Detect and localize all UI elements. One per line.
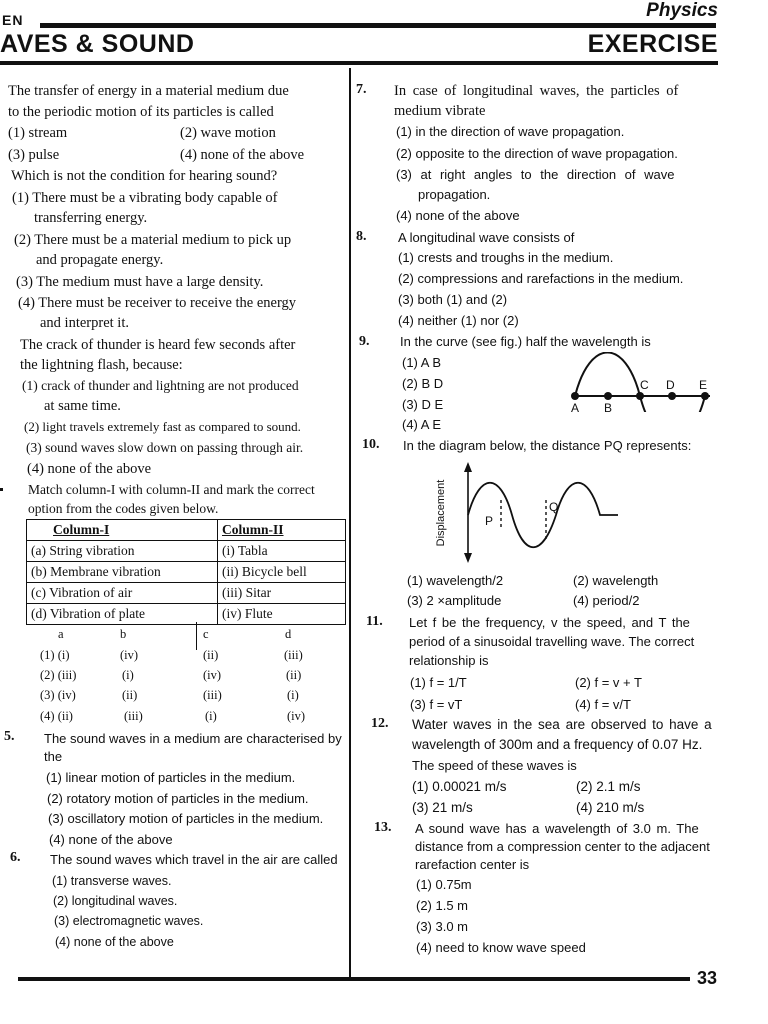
q4-bullet: [0, 488, 3, 491]
q6-number: 6.: [10, 850, 21, 865]
q13-text-line3: rarefaction center is: [415, 857, 530, 872]
header-rule-top: [40, 23, 716, 28]
table-row: [27, 562, 346, 583]
q10-number: 10.: [362, 437, 380, 452]
code-cell: (iv): [287, 709, 306, 723]
code-cell: (iv): [120, 648, 139, 662]
q11-text-line3: relationship is: [409, 653, 489, 668]
q11-option-1: (1) f = 1/T: [410, 675, 467, 690]
q1-option-2: (2) wave motion: [180, 125, 276, 141]
code-cell: (i): [287, 688, 299, 702]
code-cell: (4) (ii): [40, 709, 73, 723]
code-header-b: b: [120, 627, 127, 641]
point-b: [604, 392, 612, 400]
q12-text-line3: The speed of these waves is: [412, 758, 577, 773]
q1-option-1: (1) stream: [8, 125, 68, 141]
q11-option-2: (2) f = v + T: [575, 675, 642, 690]
section-title: EXERCISE: [587, 30, 718, 58]
code-cell: (i): [205, 709, 217, 723]
q13-text-line1: A sound wave has a wavelength of 3.0 m. The: [415, 821, 699, 836]
q7-option-4: (4) none of the above: [396, 208, 520, 223]
q8-text: A longitudinal wave consists of: [398, 230, 575, 245]
q9-option-2: (2) B D: [402, 376, 444, 391]
q8-option-3: (3) both (1) and (2): [398, 292, 508, 307]
q7-text-line2: medium vibrate: [394, 103, 486, 119]
axis-arrow-down: [464, 553, 472, 563]
code-cell: (iii): [124, 709, 143, 723]
q12-option-3: (3) 21 m/s: [412, 800, 473, 815]
q12-option-4: (4) 210 m/s: [576, 800, 645, 815]
q10-wave-figure: [448, 460, 648, 570]
q2-option-4-line1: (4) There must be receiver to receive the energy: [18, 295, 297, 311]
code-header-a: a: [58, 627, 64, 641]
q3-option-4: (4) none of the above: [27, 461, 152, 477]
q7-option-3-line1: (3) at right angles to the direction of wave: [396, 167, 675, 182]
q1-text-line2: to the periodic motion of its particles is called: [8, 104, 274, 120]
q13-number: 13.: [374, 820, 392, 835]
label-a: A: [571, 401, 580, 415]
q6-option-3: (3) electromagnetic waves.: [54, 914, 204, 928]
q12-text-line2: wavelength of 300m and a frequency of 0.07 Hz.: [412, 737, 703, 752]
column-2-header: Column-II: [218, 520, 346, 541]
q13-option-4: (4) need to know wave speed: [416, 940, 586, 955]
table-row: [27, 583, 346, 604]
q13-option-3: (3) 3.0 m: [416, 919, 469, 934]
code-cell: (3) (iv): [40, 688, 76, 702]
q11-number: 11.: [366, 614, 383, 629]
q7-option-1: (1) in the direction of wave propagation.: [396, 124, 625, 139]
q11-text-line2: period of a sinusoidal travelling wave. The correct: [409, 634, 695, 649]
q2-option-4-line2: and interpret it.: [40, 315, 129, 331]
code-cell: (ii): [203, 648, 219, 662]
q9-wave-figure: [560, 352, 760, 412]
table-divider-extension: [196, 622, 197, 650]
q5-option-3: (3) oscillatory motion of particles in the medium.: [48, 811, 324, 826]
table-row: [27, 541, 346, 562]
subject-title: Physics: [646, 0, 718, 21]
q3-option-3: (3) sound waves slow down on passing through air.: [26, 440, 304, 455]
q7-option-2: (2) opposite to the direction of wave propagation.: [396, 146, 678, 161]
q3-option-1-line1: (1) crack of thunder and lightning are not produced: [22, 378, 299, 393]
q10-option-4: (4) period/2: [573, 593, 640, 608]
q5-option-2: (2) rotatory motion of particles in the medium.: [47, 791, 309, 806]
q1-text-line1: The transfer of energy in a material medium due: [8, 83, 289, 99]
code-cell: (1) (i): [40, 648, 70, 662]
q9-option-3: (3) D E: [402, 397, 444, 412]
axis-label-text: Displacement: [435, 479, 447, 547]
q2-option-2-line1: (2) There must be a material medium to pick up: [14, 232, 292, 248]
footer-rule: [18, 977, 690, 981]
q11-option-4: (4) f = v/T: [575, 697, 631, 712]
q7-text-line1: In case of longitudinal waves, the particles of: [394, 83, 679, 99]
q6-text: The sound waves which travel in the air are called: [50, 852, 338, 867]
point-e: [701, 392, 709, 400]
q12-option-1: (1) 0.00021 m/s: [412, 779, 507, 794]
q2-text: Which is not the condition for hearing sound?: [11, 168, 278, 184]
q6-option-1: (1) transverse waves.: [52, 874, 172, 888]
code-cell: (ii): [122, 688, 138, 702]
q4-text-line1: Match column-I with column-II and mark the correct: [28, 482, 315, 497]
column-1-header: Column-I: [27, 520, 218, 541]
q8-option-2: (2) compressions and rarefactions in the medium.: [398, 271, 684, 286]
label-b: B: [604, 401, 613, 415]
column-2-cell: (iv) Flute: [218, 604, 346, 625]
q10-option-3: (3) 2 ×amplitude: [407, 593, 502, 608]
code-header-d: d: [285, 627, 292, 641]
q10-option-1: (1) wavelength/2: [407, 573, 504, 588]
column-2-cell: (ii) Bicycle bell: [218, 562, 346, 583]
q10-text: In the diagram below, the distance PQ represents:: [403, 438, 692, 453]
code-cell: (iii): [284, 648, 303, 662]
q7-number: 7.: [356, 82, 367, 97]
point-a: [571, 392, 579, 400]
q13-option-1: (1) 0.75m: [416, 877, 472, 892]
q1-option-3: (3) pulse: [8, 147, 60, 163]
code-cell: (ii): [286, 668, 302, 682]
q11-text-line1: Let f be the frequency, v the speed, and T the: [409, 615, 690, 630]
q10-option-2: (2) wavelength: [573, 573, 659, 588]
axis-arrow-up: [464, 462, 472, 472]
q5-text-line1: The sound waves in a medium are characterised by: [44, 731, 342, 746]
q8-option-4: (4) neither (1) nor (2): [398, 313, 519, 328]
q9-text: In the curve (see fig.) half the wavelength is: [400, 334, 651, 349]
q2-option-1-line2: transferring energy.: [34, 210, 148, 226]
q6-option-2: (2) longitudinal waves.: [53, 894, 178, 908]
q7-option-3-line2: propagation.: [418, 187, 491, 202]
q1-option-4: (4) none of the above: [180, 147, 305, 163]
code-cell: (iv): [203, 668, 222, 682]
q9-option-1: (1) A B: [402, 355, 442, 370]
label-e: E: [699, 378, 708, 392]
q12-option-2: (2) 2.1 m/s: [576, 779, 641, 794]
column-1-cell: (c) Vibration of air: [27, 583, 218, 604]
q3-option-2: (2) light travels extremely fast as compared to sound.: [24, 419, 301, 434]
code-cell: (iii): [203, 688, 222, 702]
match-table: [26, 519, 346, 625]
header-rule-bottom: [0, 61, 718, 65]
q4-text-line2: option from the codes given below.: [28, 501, 219, 516]
point-c: [636, 392, 644, 400]
chapter-title: AVES & SOUND: [0, 30, 195, 58]
point-d: [668, 392, 676, 400]
column-divider: [349, 68, 351, 978]
q13-option-2: (2) 1.5 m: [416, 898, 469, 913]
q13-text-line2: distance from a compression center to the adjacent: [415, 839, 710, 854]
q2-option-3: (3) The medium must have a large density.: [16, 274, 264, 290]
q12-number: 12.: [371, 716, 389, 731]
q3-option-1-line2: at same time.: [44, 398, 121, 414]
q11-option-3: (3) f = vT: [410, 697, 463, 712]
header-brand-fragment: EN: [2, 12, 24, 28]
q8-option-1: (1) crests and troughs in the medium.: [398, 250, 614, 265]
q6-option-4: (4) none of the above: [55, 935, 174, 949]
label-q: Q: [549, 500, 559, 514]
label-p: P: [485, 514, 494, 528]
q5-option-1: (1) linear motion of particles in the medium.: [46, 770, 296, 785]
label-d: D: [666, 378, 675, 392]
q9-number: 9.: [359, 334, 370, 349]
q12-text-line1: Water waves in the sea are observed to have a: [412, 717, 712, 732]
q5-option-4: (4) none of the above: [49, 832, 173, 847]
column-1-cell: (d) Vibration of plate: [27, 604, 218, 625]
q2-option-1-line1: (1) There must be a vibrating body capable of: [12, 190, 278, 206]
label-c: C: [640, 378, 649, 392]
q5-number: 5.: [4, 729, 15, 744]
q3-text-line1: The crack of thunder is heard few seconds after: [20, 337, 296, 353]
q3-text-line2: the lightning flash, because:: [20, 357, 183, 373]
page-number: 33: [697, 968, 718, 988]
column-2-cell: (iii) Sitar: [218, 583, 346, 604]
code-cell: (2) (iii): [40, 668, 77, 682]
column-2-cell: (i) Tabla: [218, 541, 346, 562]
q9-option-4: (4) A E: [402, 417, 442, 432]
code-header-c: c: [203, 627, 209, 641]
q8-number: 8.: [356, 229, 367, 244]
column-1-cell: (a) String vibration: [27, 541, 218, 562]
q5-text-line2: the: [44, 749, 63, 764]
code-cell: (i): [122, 668, 134, 682]
q2-option-2-line2: and propagate energy.: [36, 252, 164, 268]
column-1-cell: (b) Membrane vibration: [27, 562, 218, 583]
table-row: [27, 604, 346, 625]
